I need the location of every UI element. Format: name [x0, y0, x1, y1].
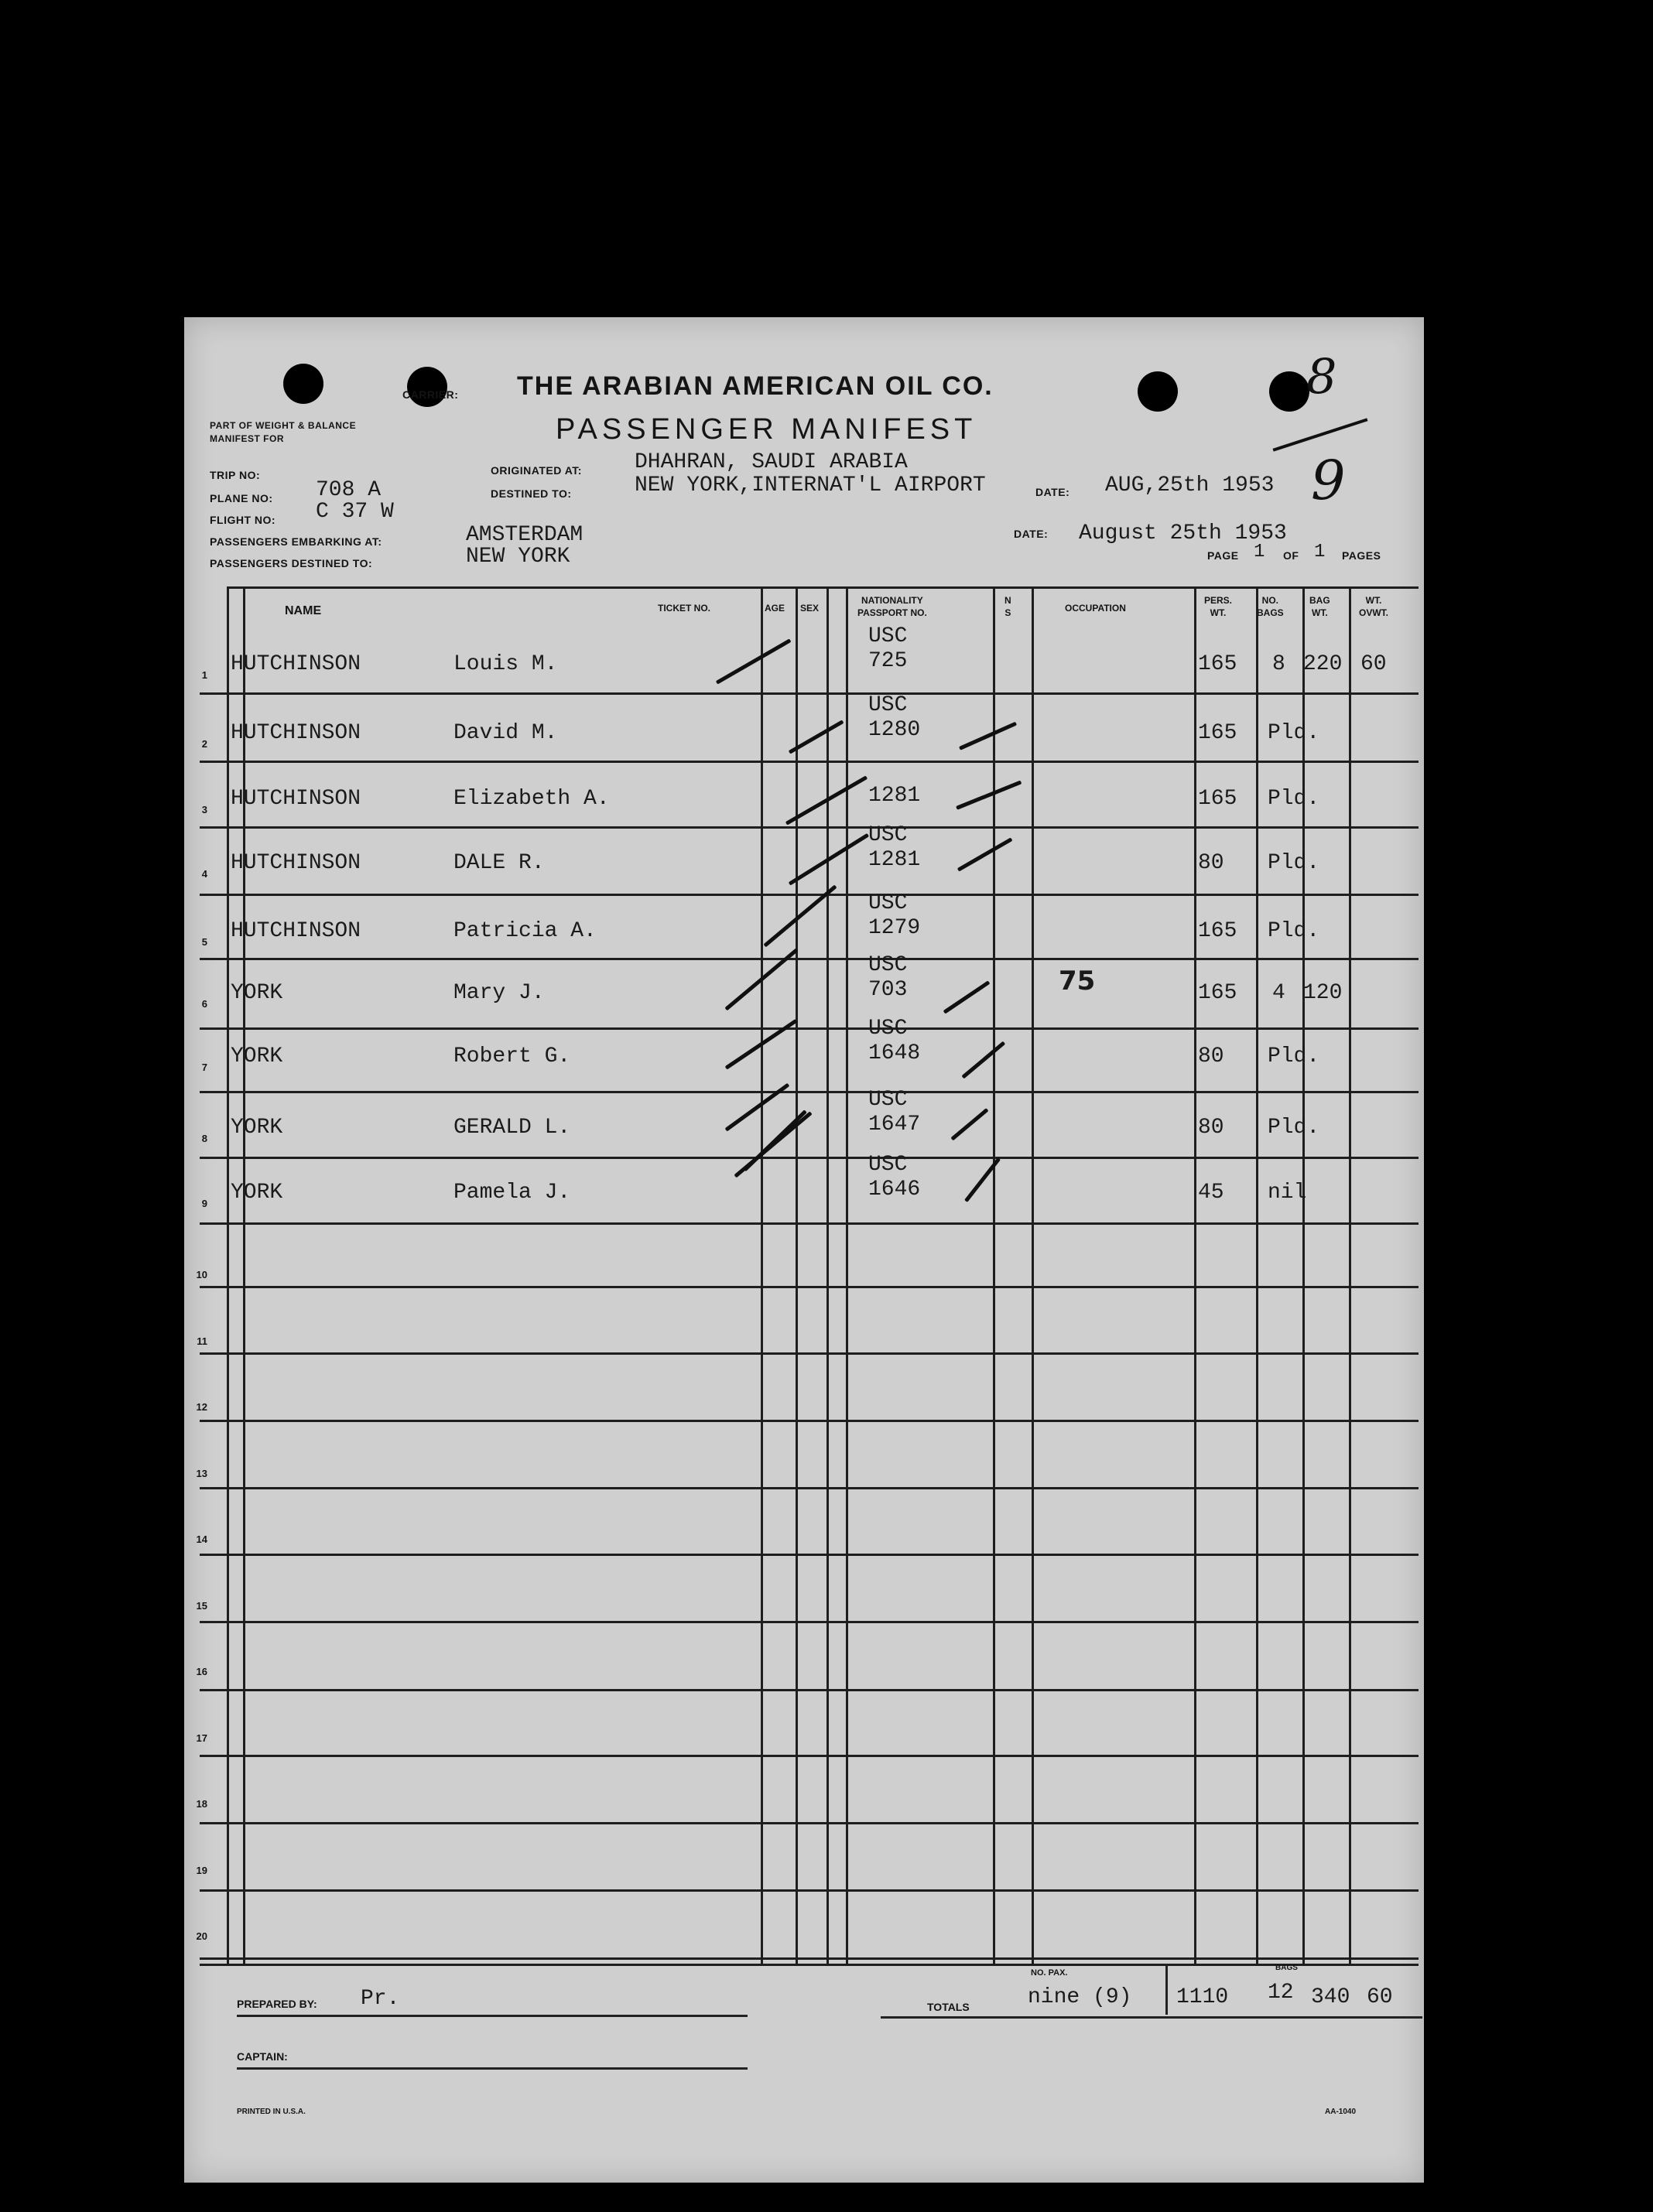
col-sex: SEX: [800, 603, 820, 614]
date2-value: August 25th 1953: [1079, 521, 1287, 545]
row-number: 17: [196, 1732, 207, 1744]
passenger-surname: YORK: [231, 1116, 283, 1140]
passenger-surname: HUTCHINSON: [231, 851, 361, 875]
passenger-nationality: USC: [868, 693, 908, 717]
col-nationality-line2: PASSPORT NO.: [857, 607, 927, 618]
passenger-bag-wt: 120: [1303, 981, 1343, 1005]
passenger-passport-no: 1648: [868, 1041, 921, 1065]
passenger-passport-no: 1647: [868, 1113, 921, 1137]
table-column-rule: [826, 586, 829, 1964]
table-rule: [200, 1889, 1419, 1892]
passenger-pers-wt: 80: [1198, 1116, 1224, 1140]
prepared-by-value: Pr.: [361, 1987, 400, 2011]
passenger-bags: nil: [1268, 1181, 1307, 1205]
row-number: 11: [197, 1335, 207, 1347]
col-occupation: OCCUPATION: [1065, 603, 1126, 614]
check-mark: [943, 980, 991, 1014]
passenger-passport-no: 1646: [868, 1178, 921, 1202]
passenger-given-name: Patricia A.: [453, 919, 597, 943]
passenger-ovwt: 60: [1360, 652, 1387, 676]
col-bag-wt: [1309, 594, 1330, 619]
bags-total: 12: [1268, 1981, 1294, 2005]
trip-label: TRIP NO:: [210, 469, 261, 481]
col-nationality: [857, 594, 927, 619]
totals-line: [881, 2016, 1422, 2019]
no-pax-label: NO. PAX.: [1031, 1968, 1068, 1978]
passenger-pers-wt: 165: [1198, 721, 1237, 745]
col-wt-ovwt: [1359, 594, 1388, 619]
manifest-for-label: MANIFEST FOR: [210, 433, 284, 444]
bag-wt-total: 340: [1311, 1985, 1350, 2009]
table-rule: [200, 761, 1419, 763]
col-ticket: TICKET NO.: [658, 603, 710, 614]
passenger-given-name: GERALD L.: [453, 1116, 571, 1140]
table-rule: [227, 586, 1419, 589]
col-bag-wt-line2: WT.: [1312, 607, 1328, 618]
passenger-given-name: DALE R.: [453, 851, 545, 875]
punch-hole-4: [1269, 371, 1309, 412]
table-rule: [200, 1222, 1419, 1225]
table-rule: [200, 1755, 1419, 1757]
table-rule: [200, 1352, 1419, 1355]
punch-hole-3: [1138, 371, 1178, 412]
check-mark: [716, 638, 792, 684]
handwritten-number-top: 8: [1306, 348, 1337, 405]
destined-label: DESTINED TO:: [491, 487, 572, 500]
passenger-bags: Pld.: [1268, 1116, 1320, 1140]
col-nationality-line1: NATIONALITY: [861, 595, 923, 606]
check-mark: [957, 837, 1013, 871]
date-label: DATE:: [1035, 486, 1070, 498]
passenger-passport-no: 1279: [868, 916, 921, 940]
row-number: 5: [201, 936, 207, 948]
table-column-rule: [1194, 586, 1196, 1964]
passenger-nationality: USC: [868, 823, 908, 847]
passenger-pers-wt: 45: [1198, 1181, 1224, 1205]
originated-label: ORIGINATED AT:: [491, 464, 582, 477]
passenger-surname: HUTCHINSON: [231, 652, 361, 676]
table-column-rule: [1256, 586, 1258, 1964]
date-value: AUG,25th 1953: [1105, 474, 1275, 497]
table-rule: [200, 1027, 1419, 1030]
table-column-rule: [761, 586, 763, 1964]
row-number: 14: [196, 1533, 207, 1545]
prepared-by-label: PREPARED BY:: [237, 1998, 317, 2010]
passenger-occupation: 75: [1059, 966, 1096, 997]
flight-label: FLIGHT NO:: [210, 514, 276, 526]
table-rule: [200, 1554, 1419, 1556]
row-number: 13: [196, 1467, 207, 1479]
check-mark: [959, 722, 1017, 750]
embarking-value: AMSTERDAM: [466, 523, 584, 547]
passenger-passport-no: 703: [868, 978, 908, 1002]
passenger-pers-wt: 165: [1198, 787, 1237, 811]
row-number: 8: [201, 1133, 207, 1144]
carrier-name: THE ARABIAN AMERICAN OIL CO.: [517, 371, 994, 401]
row-number: 6: [201, 998, 207, 1010]
passenger-given-name: Elizabeth A.: [453, 787, 610, 811]
carrier-label: CARRIER:: [402, 388, 459, 401]
date2-label: DATE:: [1014, 528, 1049, 540]
passenger-passport-no: 1281: [868, 784, 921, 808]
table-rule: [200, 1964, 1419, 1966]
check-mark: [964, 1157, 1001, 1202]
prepared-by-line: [237, 2015, 748, 2017]
col-wt-ovwt-line1: WT.: [1365, 595, 1382, 606]
table-rule: [200, 1091, 1419, 1093]
passenger-nationality: USC: [868, 953, 908, 977]
bags-total-label: BAGS: [1275, 1964, 1298, 1972]
passenger-surname: HUTCHINSON: [231, 721, 361, 745]
col-ns: [1004, 594, 1011, 619]
page-value: 1: [1254, 542, 1265, 562]
passenger-pers-wt: 80: [1198, 1044, 1224, 1068]
col-ns-line2: S: [1004, 607, 1011, 618]
col-bag-wt-line1: BAG: [1309, 595, 1330, 606]
passenger-bags: Pld.: [1268, 851, 1320, 875]
row-number: 19: [196, 1864, 207, 1876]
row-number: 4: [201, 868, 207, 880]
passenger-passport-no: 725: [868, 649, 908, 673]
passenger-surname: YORK: [231, 1181, 283, 1205]
row-number: 20: [196, 1930, 207, 1942]
passenger-bags: Pld.: [1268, 919, 1320, 943]
row-number: 16: [196, 1666, 207, 1677]
passenger-surname: YORK: [231, 981, 283, 1005]
row-number: 12: [196, 1401, 207, 1413]
passenger-nationality: USC: [868, 1088, 908, 1112]
row-number: 15: [196, 1599, 207, 1612]
col-pers-wt-line1: PERS.: [1204, 595, 1233, 606]
table-rule: [200, 692, 1419, 695]
of-value: 1: [1314, 542, 1326, 562]
table-column-rule: [227, 586, 229, 1964]
totals-divider-1: [1165, 1964, 1168, 2015]
passenger-pers-wt: 165: [1198, 919, 1237, 943]
weight-balance-label: PART OF WEIGHT & BALANCE: [210, 420, 357, 431]
row-number: 2: [201, 738, 207, 750]
row-number: 10: [196, 1269, 207, 1280]
passenger-bags: 8: [1272, 652, 1285, 676]
pages-label: PAGES: [1342, 549, 1381, 562]
flight-value: C 37 W: [316, 500, 394, 524]
passenger-given-name: David M.: [453, 721, 558, 745]
handwritten-number-bottom: 9: [1311, 449, 1346, 512]
row-number: 9: [201, 1198, 207, 1209]
plane-label: PLANE NO:: [210, 492, 273, 504]
passenger-passport-no: 1281: [868, 848, 921, 872]
passenger-pers-wt: 165: [1198, 981, 1237, 1005]
passenger-nationality: USC: [868, 891, 908, 915]
table-column-rule: [1032, 586, 1034, 1964]
check-mark: [961, 1041, 1005, 1079]
table-column-rule: [1349, 586, 1351, 1964]
printed-in-usa: PRINTED IN U.S.A.: [237, 2108, 306, 2116]
passenger-bags: 4: [1272, 981, 1285, 1005]
col-name: NAME: [285, 604, 322, 617]
table-rule: [200, 1157, 1419, 1159]
row-number: 3: [201, 804, 207, 815]
passenger-pers-wt: 165: [1198, 652, 1237, 676]
embarking-label: PASSENGERS EMBARKING AT:: [210, 535, 382, 548]
totals-label: TOTALS: [927, 2001, 970, 2013]
passenger-given-name: Louis M.: [453, 652, 558, 676]
page-title: PASSENGER MANIFEST: [556, 413, 977, 446]
manifest-sheet: [184, 317, 1424, 2183]
table-rule: [200, 1822, 1419, 1824]
originated-value: DHAHRAN, SAUDI ARABIA: [635, 450, 908, 474]
row-number: 18: [196, 1798, 207, 1810]
col-no-bags-line1: NO.: [1261, 595, 1278, 606]
table-rule: [200, 1957, 1419, 1960]
check-mark: [950, 1108, 988, 1140]
passenger-surname: YORK: [231, 1044, 283, 1068]
ovwt-total: 60: [1367, 1985, 1393, 2009]
passenger-pers-wt: 80: [1198, 851, 1224, 875]
table-rule: [200, 1689, 1419, 1691]
passenger-given-name: Pamela J.: [453, 1181, 571, 1205]
passenger-bags: Pld.: [1268, 721, 1320, 745]
row-number: 7: [201, 1062, 207, 1073]
punch-hole-2: [407, 367, 447, 407]
handwritten-fraction-bar: [1273, 418, 1368, 451]
page-label: PAGE: [1207, 549, 1239, 562]
captain-label: CAPTAIN:: [237, 2050, 288, 2063]
col-pers-wt-line2: WT.: [1210, 607, 1227, 618]
table-rule: [200, 1286, 1419, 1288]
col-pers-wt: [1204, 594, 1232, 619]
passenger-nationality: USC: [868, 1017, 908, 1041]
passengers-destined-label: PASSENGERS DESTINED TO:: [210, 557, 373, 569]
table-column-rule: [846, 586, 848, 1964]
table-rule: [200, 826, 1419, 829]
col-age: AGE: [765, 603, 785, 614]
row-number: 1: [201, 669, 207, 681]
passenger-given-name: Mary J.: [453, 981, 545, 1005]
plane-value: 708 A: [316, 478, 382, 502]
col-no-bags-line2: BAGS: [1257, 607, 1284, 618]
passenger-nationality: USC: [868, 1153, 908, 1177]
check-mark: [956, 780, 1022, 809]
table-rule: [200, 958, 1419, 960]
captain-line: [237, 2067, 748, 2070]
no-pax-value: nine (9): [1028, 1985, 1132, 2009]
form-number: AA-1040: [1325, 2108, 1357, 2116]
table-column-rule: [796, 586, 798, 1964]
punch-hole-1: [283, 364, 323, 404]
passenger-nationality: USC: [868, 624, 908, 648]
destined-value: NEW YORK,INTERNAT'L AIRPORT: [635, 474, 986, 497]
passenger-surname: HUTCHINSON: [231, 787, 361, 811]
passenger-given-name: Robert G.: [453, 1044, 571, 1068]
table-rule: [200, 1487, 1419, 1489]
passenger-bags: Pld.: [1268, 787, 1320, 811]
col-ns-line1: N: [1004, 595, 1011, 606]
pers-wt-total: 1110: [1176, 1985, 1229, 2009]
passenger-bag-wt: 220: [1303, 652, 1343, 676]
table-rule: [200, 1621, 1419, 1623]
col-wt-ovwt-line2: OVWT.: [1359, 607, 1388, 618]
table-rule: [200, 1420, 1419, 1422]
check-mark: [734, 1111, 812, 1178]
table-rule: [200, 894, 1419, 896]
passenger-passport-no: 1280: [868, 718, 921, 742]
passenger-surname: HUTCHINSON: [231, 919, 361, 943]
col-no-bags: [1257, 594, 1284, 619]
passengers-destined-value: NEW YORK: [466, 545, 570, 569]
of-label: OF: [1283, 549, 1299, 562]
passenger-bags: Pld.: [1268, 1044, 1320, 1068]
